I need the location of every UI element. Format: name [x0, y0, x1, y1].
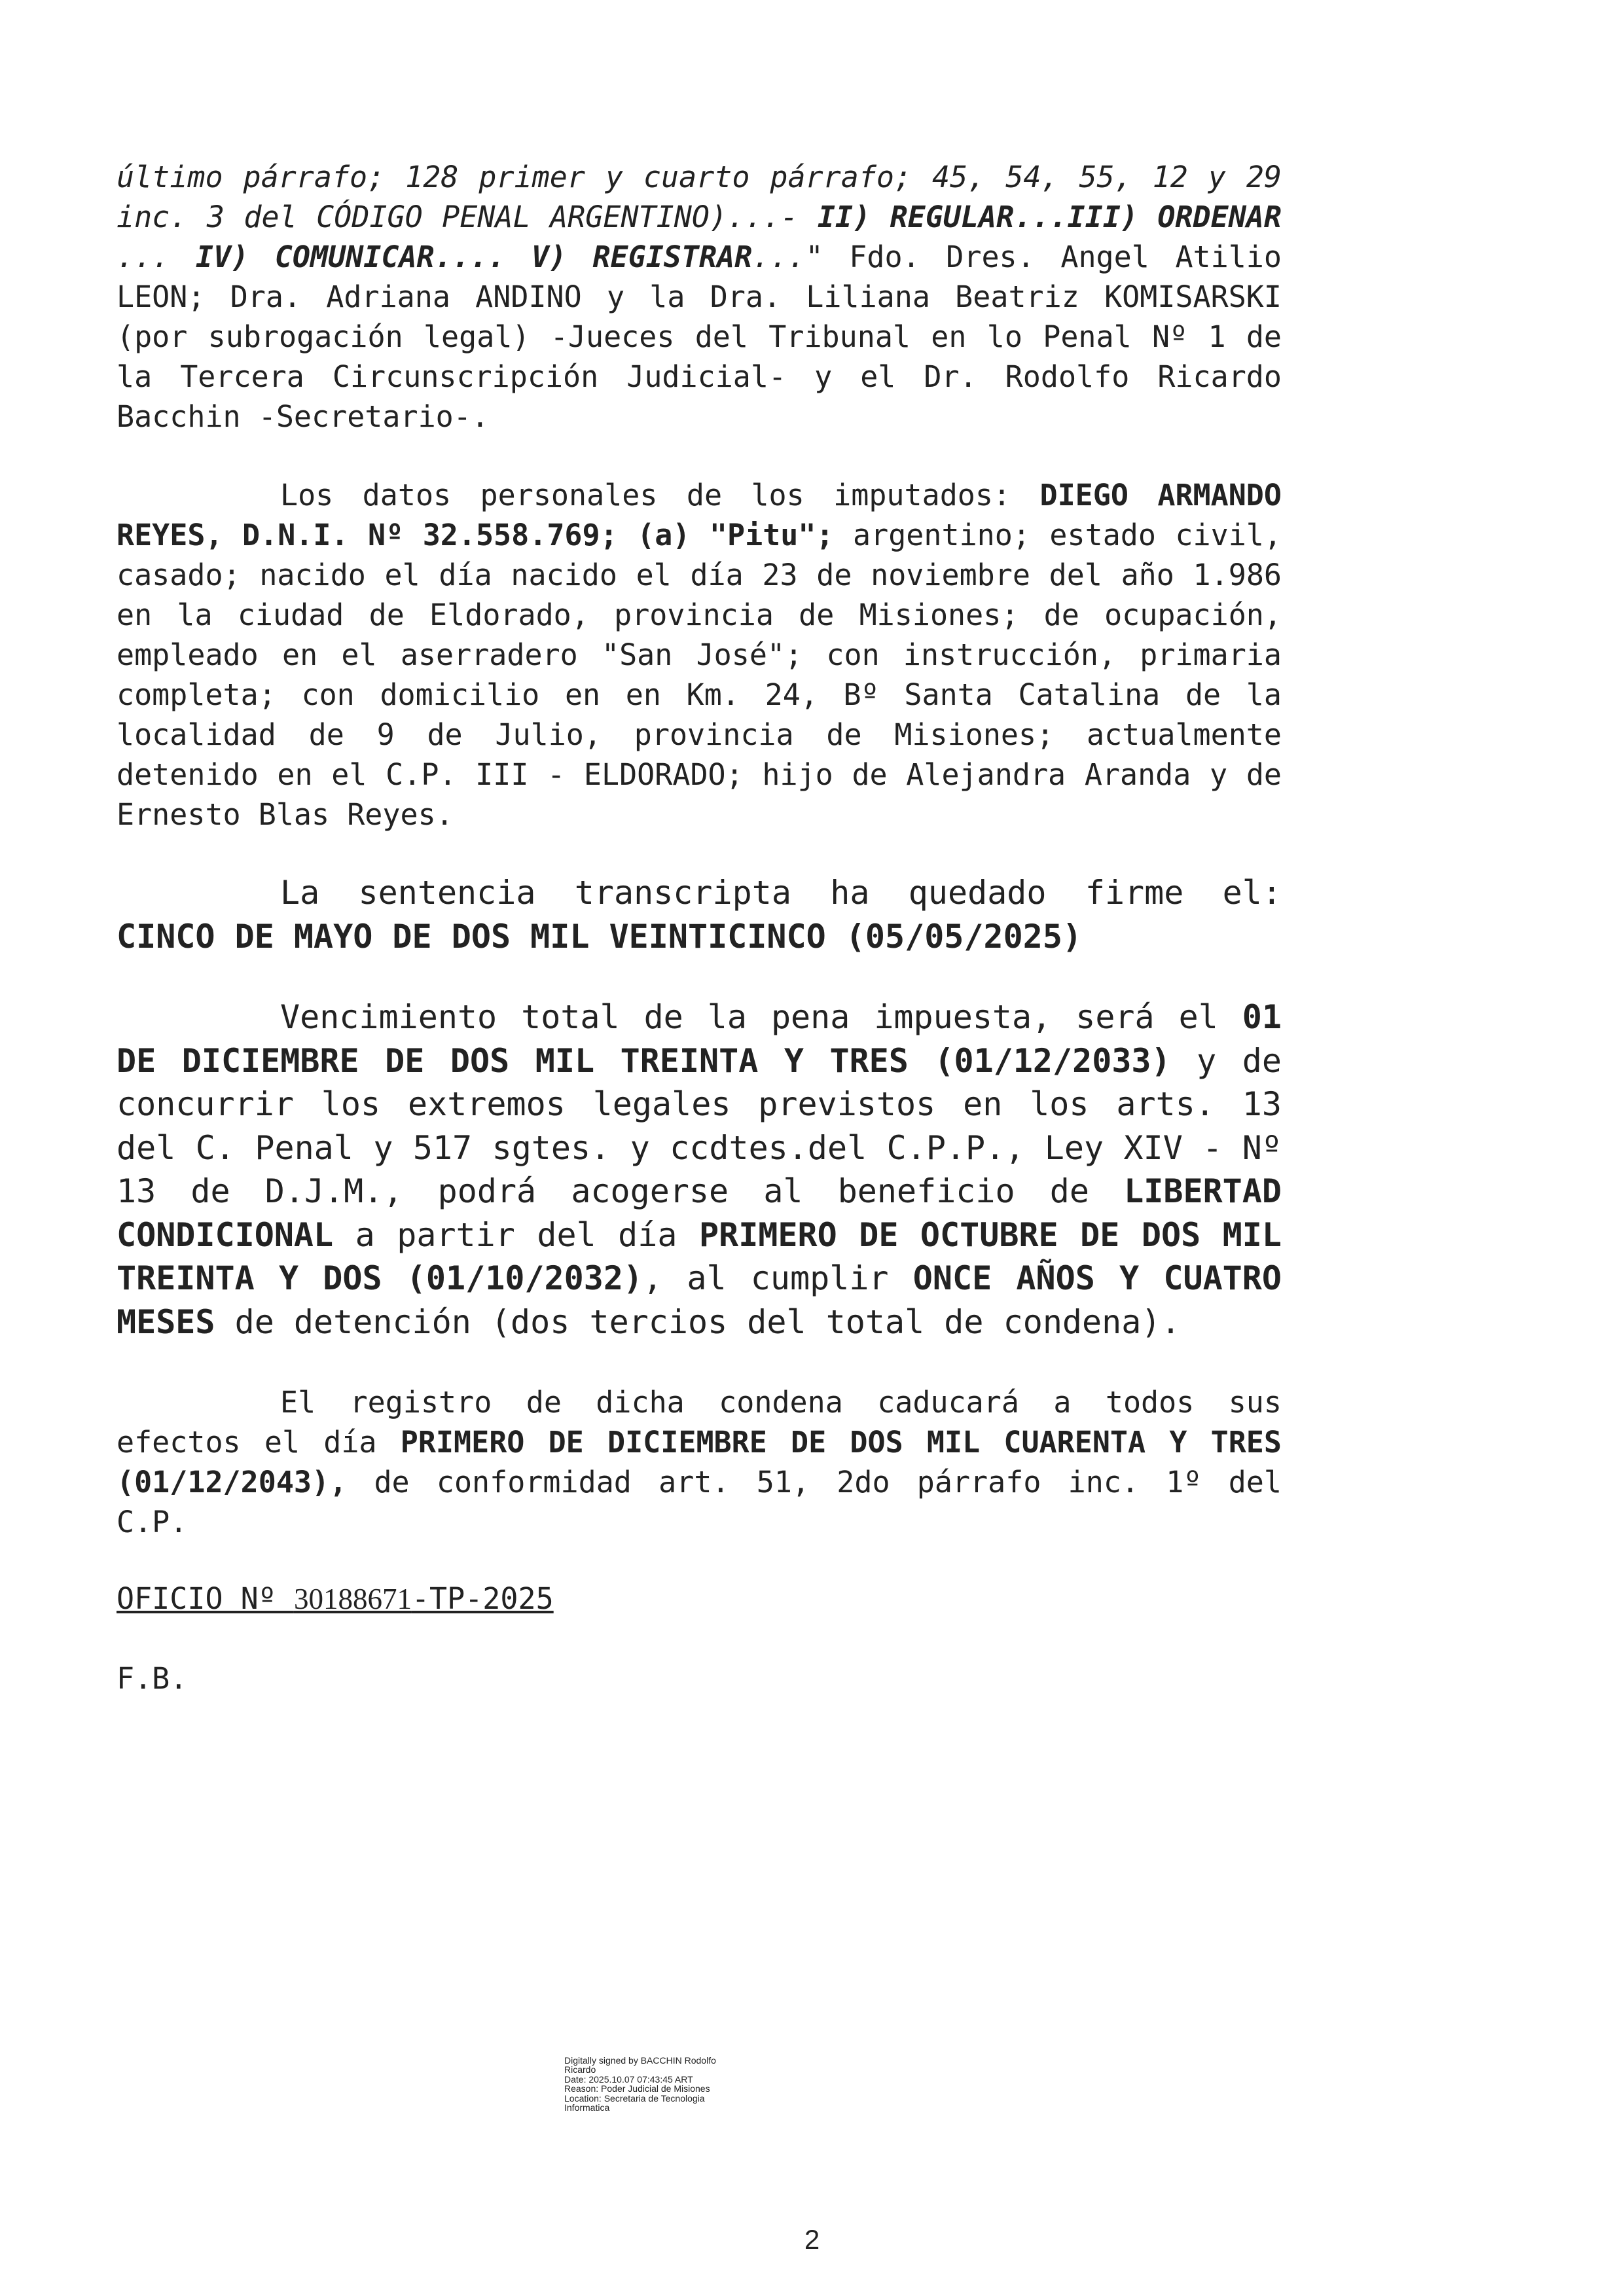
sentence-ellipsis-end: ... — [752, 240, 806, 274]
paragraph-sentence-firm — [117, 871, 1282, 958]
parole-when-text: , al cumplir — [643, 1259, 913, 1297]
digital-signature-block — [564, 2056, 780, 2112]
oficio-number-value: 30188671 — [293, 1583, 412, 1615]
expiry-date: 01 DE DICIEMBRE DE DOS MIL TREINTA Y TRES (01/12/2033) — [117, 998, 1282, 1080]
defendant-intro: Los datos personales de los imputados: — [280, 478, 1040, 512]
defendant-name-id: DIEGO ARMANDO REYES, D.N.I. Nº 32.558.769; (a) "Pitu"; — [117, 478, 1282, 552]
expiry-legal-text: y de concurrir los extremos legales previstos en los arts. 13 del C. Penal y 517 sgtes. y ccdtes.del C.P.P., Ley XIV - Nº 13 de D.J.M., podrá acogerse al beneficio de — [117, 1041, 1282, 1210]
author-initials: F.B. — [117, 1661, 188, 1696]
signature-date: Date: 2025.10.07 07:43:45 ART — [564, 2073, 693, 2085]
paragraph-sentence-expiry — [117, 996, 1282, 1344]
paragraph-record-expiry — [117, 1382, 1282, 1542]
parole-end-text: de detención (dos tercios del total de condena). — [215, 1302, 1181, 1341]
oficio-number — [117, 1579, 554, 1619]
page-number: 2 — [804, 2224, 820, 2255]
signature-reason: Reason: Poder Judicial de Misiones — [564, 2083, 710, 2094]
parole-from-text: a partir del día — [333, 1215, 699, 1254]
signatories-text: " Fdo. Dres. Angel Atilio LEON; Dra. Adriana ANDINO y la Dra. Liliana Beatriz KOMISARSKI (por subrogación legal) -Jueces del Tribunal en lo Penal Nº 1 de la Tercera Circunscripción Judicial- y el Dr. Rodolfo Ricardo Bacchin -Secretario-. — [117, 240, 1282, 434]
sentence-operative-comunicar-registrar: IV) COMUNICAR.... V) REGISTRAR — [195, 240, 753, 274]
sentence-operative-regular-ordenar: II) REGULAR...III) ORDENAR — [817, 200, 1282, 234]
paragraph-sentence-tail — [117, 157, 1282, 437]
record-intro: El registro de dicha condena caducará a todos sus efectos el día — [117, 1385, 1282, 1460]
sentence-ellipsis: ... — [117, 240, 196, 274]
defendant-details: argentino; estado civil, casado; nacido el día nacido el día 23 de noviembre del año 1.986 en la ciudad de Eldorado, provincia de Misiones; de ocupación, empleado en el aserradero "San José"; con instrucción, primaria completa; con domicilio en en Km. 24, Bº Santa Catalina de la localidad de 9 de Julio, provincia de Misiones; actualmente detenido en el C.P. III - ELDORADO; hijo de Alejandra Aranda y de Ernesto Blas Reyes. — [117, 518, 1282, 832]
firm-date: CINCO DE MAYO DE DOS MIL VEINTICINCO (05/05/2025) — [117, 917, 1083, 956]
parole-date: PRIMERO DE OCTUBRE DE DOS MIL TREINTA Y DOS (01/10/2032) — [117, 1215, 1282, 1297]
expiry-intro: Vencimiento total de la pena impuesta, será el — [280, 998, 1242, 1036]
signature-location-cont: Informatica — [564, 2102, 610, 2113]
parole-label: LIBERTAD CONDICIONAL — [117, 1172, 1282, 1254]
signature-line: Digitally signed by BACCHIN Rodolfo — [564, 2055, 716, 2066]
signature-line: Ricardo — [564, 2064, 596, 2075]
paragraph-defendant-data — [117, 475, 1282, 834]
record-legal-text: de conformidad art. 51, 2do párrafo inc. 1º del C.P. — [117, 1465, 1282, 1539]
firm-intro: La sentencia transcripta ha quedado firme el: — [280, 874, 1282, 912]
record-expiry-date: PRIMERO DE DICIEMBRE DE DOS MIL CUARENTA Y TRES (01/12/2043), — [117, 1425, 1282, 1499]
oficio-suffix: -TP-2025 — [411, 1581, 554, 1616]
oficio-prefix: OFICIO Nº — [117, 1581, 294, 1616]
sentence-text-italic: último párrafo; 128 primer y cuarto párrafo; 45, 54, 55, 12 y 29 inc. 3 del CÓDIGO PENAL ARGENTINO)...- — [117, 160, 1282, 234]
signature-location: Location: Secretaria de Tecnologia — [564, 2092, 705, 2104]
parole-duration: ONCE AÑOS Y CUATRO MESES — [117, 1259, 1282, 1341]
